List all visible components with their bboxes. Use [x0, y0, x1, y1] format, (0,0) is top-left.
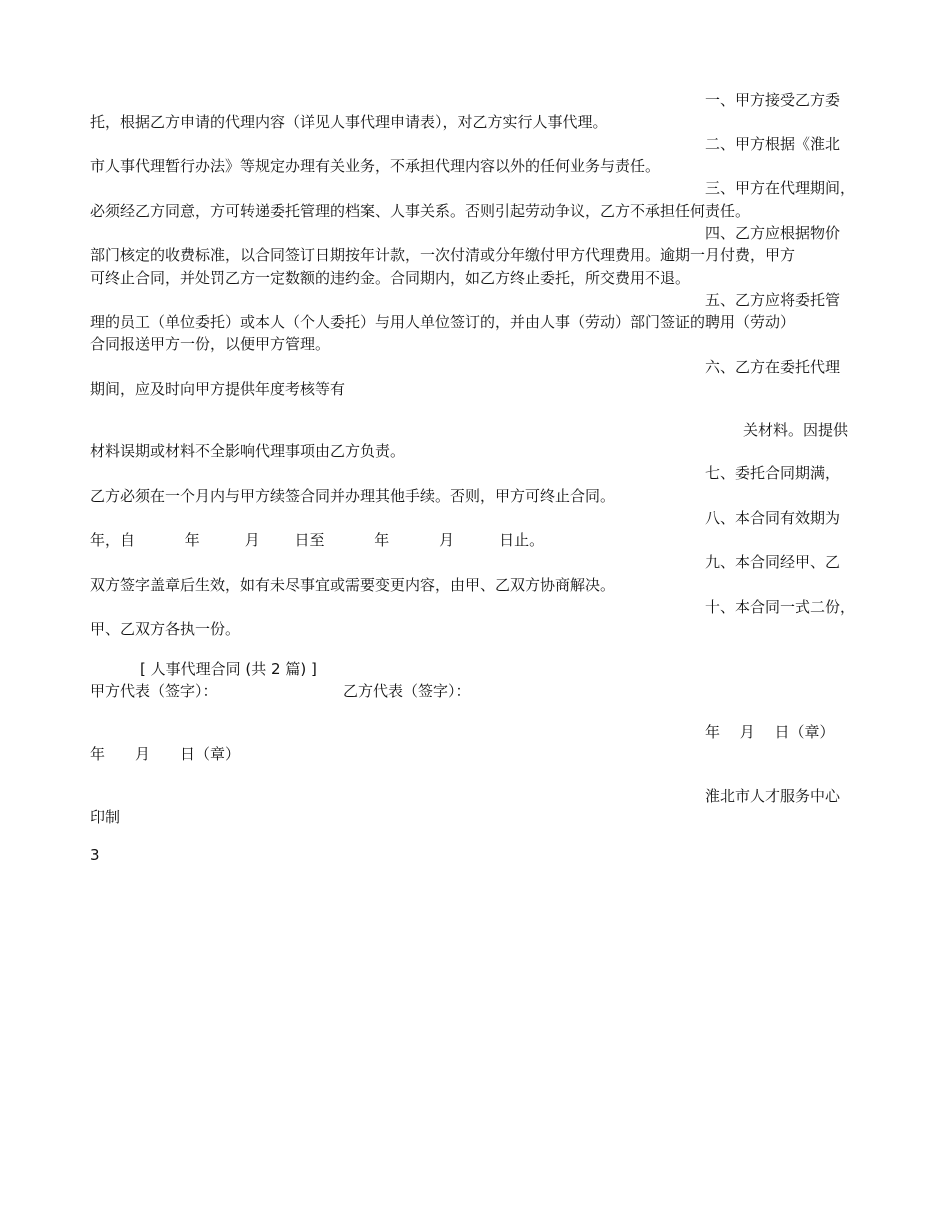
page-number: 3 [90, 846, 100, 864]
clause-4-body-line-2: 可终止合同，并处罚乙方一定数额的违约金。合同期内，如乙方终止委托，所交费用不退。 [90, 269, 691, 287]
clause-9-body: 双方签字盖章后生效，如有未尽事宜或需要变更内容，由甲、乙双方协商解决。 [90, 576, 616, 594]
document-title: [ 人事代理合同 (共 2 篇) ] [140, 660, 317, 678]
clause-5-head: 五、乙方应将委托管 [705, 291, 841, 309]
clause-6-head: 六、乙方在委托代理 [705, 358, 841, 376]
clause-6-body-line-3: 材料误期或材料不全影响代理事项由乙方负责。 [90, 442, 406, 460]
clause-2-head: 二、甲方根据《淮北 [705, 135, 841, 153]
clause-3-head: 三、甲方在代理期间， [705, 179, 856, 197]
clause-9-head: 九、本合同经甲、乙 [705, 553, 841, 571]
printed-label: 印制 [90, 808, 121, 826]
clause-7-body: 乙方必须在一个月内与甲方续签合同并办理其他手续。否则，甲方可终止合同。 [90, 487, 616, 505]
party-b-signature-label: 乙方代表（签字）： [343, 682, 471, 700]
clause-5-body-line-2: 合同报送甲方一份，以便甲方管理。 [90, 335, 331, 353]
clause-8-head: 八、本合同有效期为 [705, 509, 841, 527]
party-a-signature-label: 甲方代表（签字）： [90, 682, 218, 700]
date-seal-left: 年 月 日（章） [90, 745, 241, 763]
clause-5-body-line-1: 理的员工（单位委托）或本人（个人委托）与用人单位签订的，并由人事（劳动）部门签证的聘用（劳动） [90, 313, 796, 331]
clause-3-body: 必须经乙方同意，方可转递委托管理的档案、人事关系。否则引起劳动争议，乙方不承担任何责任。 [90, 202, 751, 220]
clause-4-body-line-1: 部门核定的收费标准，以合同签订日期按年计款，一次付清或分年缴付甲方代理费用。逾期一月付费，甲方 [90, 246, 796, 264]
clause-6-body-line-2: 关材料。因提供 [743, 421, 849, 439]
clause-2-body: 市人事代理暂行办法》等规定办理有关业务，不承担代理内容以外的任何业务与责任。 [90, 157, 661, 175]
issuer-name: 淮北市人才服务中心 [705, 787, 841, 805]
clause-4-head: 四、乙方应根据物价 [705, 224, 841, 242]
clause-8-body: 年，自 年 月 日至 年 月 日止。 [90, 531, 545, 549]
clause-1-head: 一、甲方接受乙方委 [705, 91, 841, 109]
clause-6-body-line-1: 期间，应及时向甲方提供年度考核等有 [90, 380, 346, 398]
clause-10-head: 十、本合同一式二份， [705, 598, 856, 616]
clause-7-head: 七、委托合同期满， [705, 464, 841, 482]
date-seal-right: 年 月 日（章） [705, 723, 835, 741]
clause-10-body: 甲、乙双方各执一份。 [90, 620, 241, 638]
clause-1-body: 托，根据乙方申请的代理内容（详见人事代理申请表），对乙方实行人事代理。 [90, 113, 608, 131]
